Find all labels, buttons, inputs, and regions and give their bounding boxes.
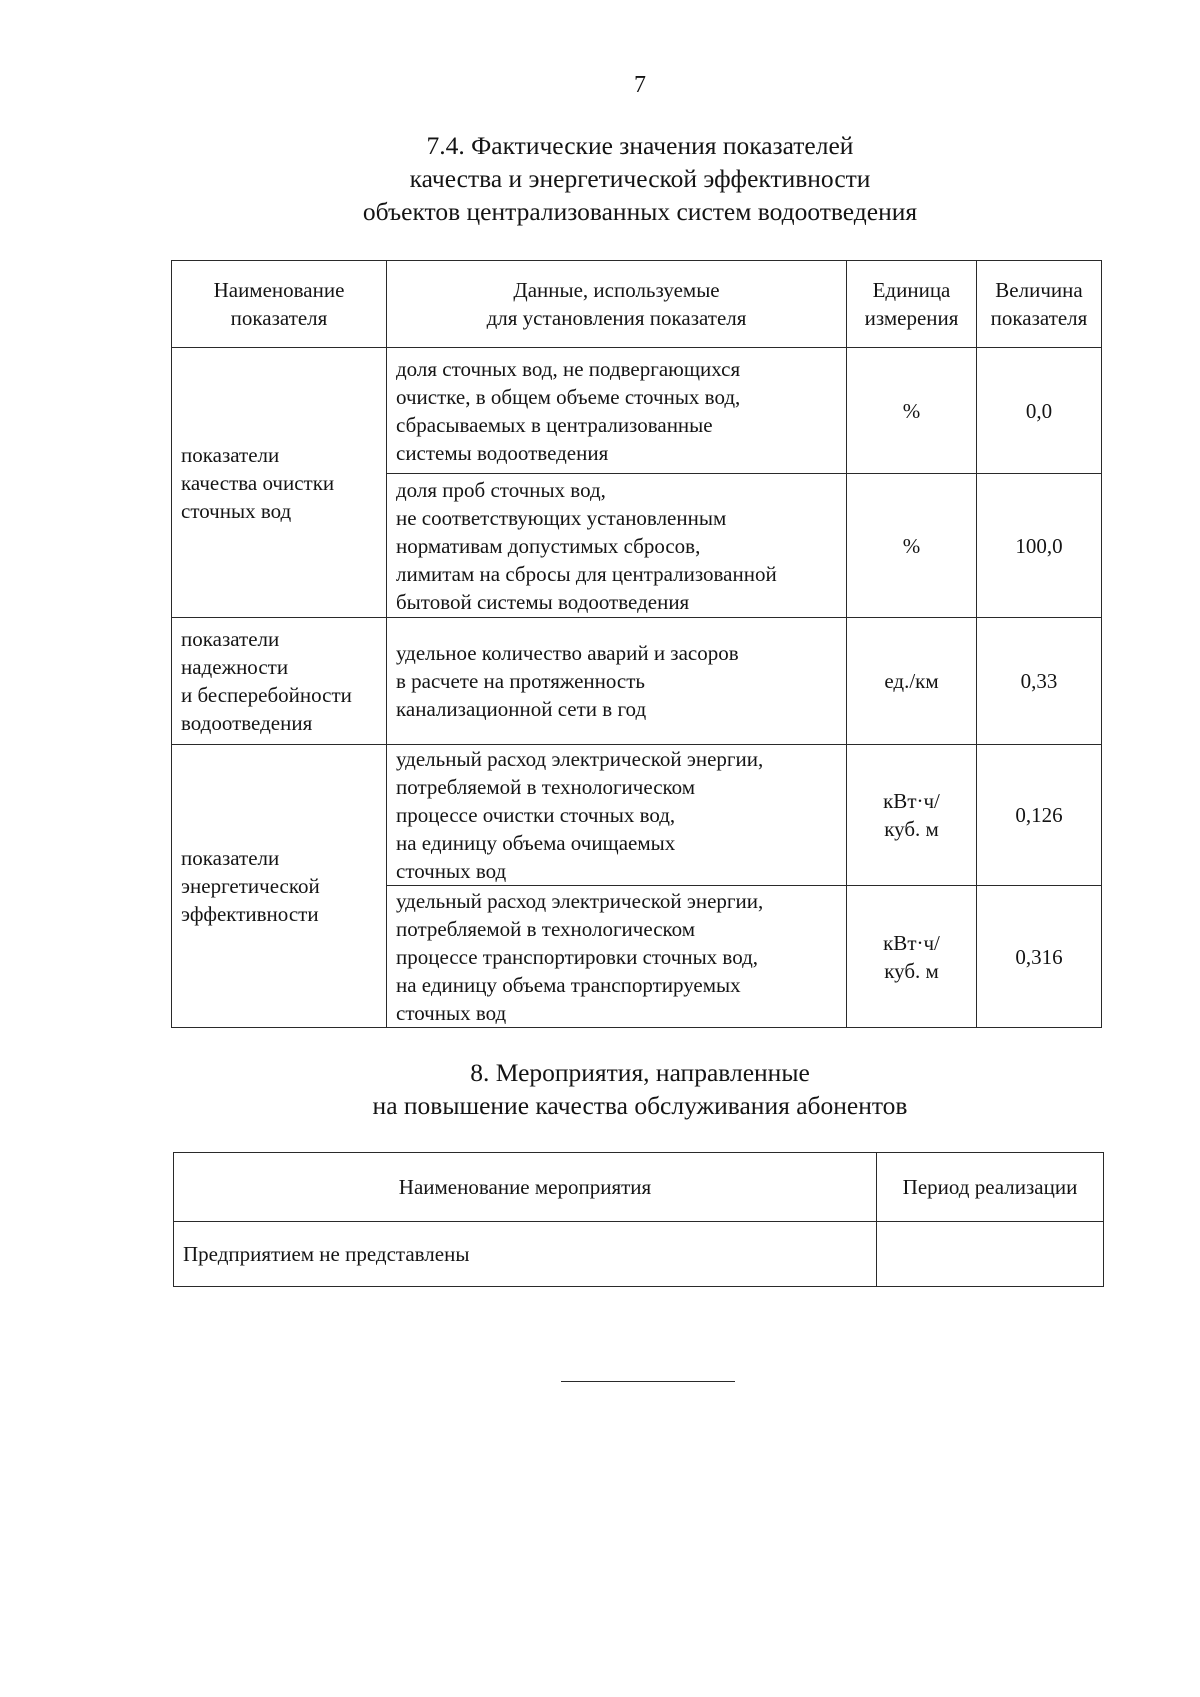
- indicator-value: 100,0: [977, 474, 1102, 618]
- indicator-value: 0,0: [977, 348, 1102, 474]
- data-line: сточных вод: [396, 859, 507, 883]
- data-line: канализационной сети в год: [396, 697, 647, 721]
- section-7-4-title: [0, 129, 1200, 228]
- indicator-group-energy: [172, 745, 387, 1028]
- data-line: удельный расход электрической энергии,: [396, 747, 764, 771]
- header-indicator-name: [172, 261, 387, 348]
- header-line: Данные, используемые: [513, 278, 720, 302]
- section-8-title-line: на повышение качества обслуживания абонентов: [372, 1091, 908, 1120]
- event-period: [877, 1222, 1104, 1287]
- page-number: 7: [634, 72, 646, 98]
- unit-line: куб. м: [884, 817, 939, 841]
- header-value: [977, 261, 1102, 348]
- group-name-line: надежности: [181, 655, 289, 679]
- unit-line: куб. м: [884, 958, 939, 983]
- header-line: показателя: [990, 306, 1088, 330]
- indicator-group-quality: [172, 348, 387, 618]
- header-period: Период реализации: [877, 1153, 1104, 1222]
- section-8-title-line: 8. Мероприятия, направленные: [470, 1058, 810, 1087]
- event-name: Предприятием не представлены: [174, 1222, 877, 1287]
- table-row: [172, 618, 1102, 745]
- unit-line: кВт·ч/: [883, 789, 940, 813]
- indicator-unit: [847, 618, 977, 745]
- indicators-header-row: [172, 261, 1102, 348]
- data-line: удельный расход электрической энергии,: [396, 888, 764, 913]
- data-line: потребляемой в технологическом: [396, 916, 696, 941]
- data-line: не соответствующих установленным: [396, 505, 727, 530]
- closing-rule: [561, 1381, 735, 1382]
- data-line: сточных вод: [396, 1000, 507, 1025]
- data-line: доля сточных вод, не подвергающихся: [396, 356, 741, 381]
- data-line: в расчете на протяженность: [396, 669, 645, 693]
- indicator-data: [387, 474, 847, 618]
- group-name-line: водоотведения: [181, 711, 313, 735]
- group-name-line: и бесперебойности: [181, 683, 352, 707]
- data-line: на единицу объема очищаемых: [396, 831, 676, 855]
- header-indicator-data: [387, 261, 847, 348]
- indicator-value: 0,126: [977, 745, 1102, 886]
- unit-line: %: [902, 533, 921, 558]
- indicator-data: [387, 348, 847, 474]
- unit-line: ед./км: [884, 669, 939, 693]
- indicator-data: [387, 618, 847, 745]
- indicator-group-reliability: [172, 618, 387, 745]
- indicator-unit: [847, 348, 977, 474]
- header-event-name: Наименование мероприятия: [174, 1153, 877, 1222]
- data-line: бытовой системы водоотведения: [396, 589, 690, 614]
- indicator-data: [387, 745, 847, 886]
- data-line: сбрасываемых в централизованные: [396, 412, 713, 437]
- section-7-4-title-line: объектов централизованных систем водоотведения: [362, 197, 918, 226]
- group-name-line: показатели: [181, 627, 280, 651]
- header-line: измерения: [864, 306, 959, 330]
- indicator-unit: [847, 886, 977, 1028]
- group-name-line: сточных вод: [181, 498, 292, 523]
- data-line: нормативам допустимых сбросов,: [396, 533, 701, 558]
- indicators-table: [171, 260, 1102, 1028]
- table-row: [172, 745, 1102, 886]
- header-line: Наименование: [213, 278, 345, 302]
- data-line: доля проб сточных вод,: [396, 477, 606, 502]
- indicator-value: 0,316: [977, 886, 1102, 1028]
- indicator-unit: [847, 474, 977, 618]
- header-line: для установления показателя: [486, 306, 747, 330]
- table-row: [172, 348, 1102, 474]
- group-name-line: качества очистки: [181, 470, 335, 495]
- group-name-line: показатели: [181, 846, 280, 870]
- data-line: удельное количество аварий и засоров: [396, 641, 739, 665]
- data-line: потребляемой в технологическом: [396, 775, 696, 799]
- data-line: процессе очистки сточных вод,: [396, 803, 676, 827]
- group-name-line: эффективности: [181, 902, 319, 926]
- data-line: системы водоотведения: [396, 440, 609, 465]
- header-line: Единица: [872, 278, 951, 302]
- data-line: очистке, в общем объеме сточных вод,: [396, 384, 741, 409]
- section-8-title: [0, 1056, 1200, 1122]
- group-name-line: показатели: [181, 442, 280, 467]
- indicator-data: [387, 886, 847, 1028]
- events-header-row: [174, 1153, 1104, 1222]
- header-line: показателя: [230, 306, 328, 330]
- group-name-line: энергетической: [181, 874, 320, 898]
- data-line: процессе транспортировки сточных вод,: [396, 944, 759, 969]
- unit-line: кВт·ч/: [883, 930, 940, 955]
- table-row: [174, 1222, 1104, 1287]
- indicator-unit: [847, 745, 977, 886]
- section-7-4-title-line: качества и энергетической эффективности: [409, 164, 871, 193]
- indicator-value: 0,33: [977, 618, 1102, 745]
- unit-line: %: [902, 398, 921, 423]
- header-line: Величина: [995, 278, 1083, 302]
- data-line: на единицу объема транспортируемых: [396, 972, 741, 997]
- data-line: лимитам на сбросы для централизованной: [396, 561, 777, 586]
- section-7-4-title-line: 7.4. Фактические значения показателей: [426, 131, 854, 160]
- events-table: [173, 1152, 1104, 1287]
- header-unit: [847, 261, 977, 348]
